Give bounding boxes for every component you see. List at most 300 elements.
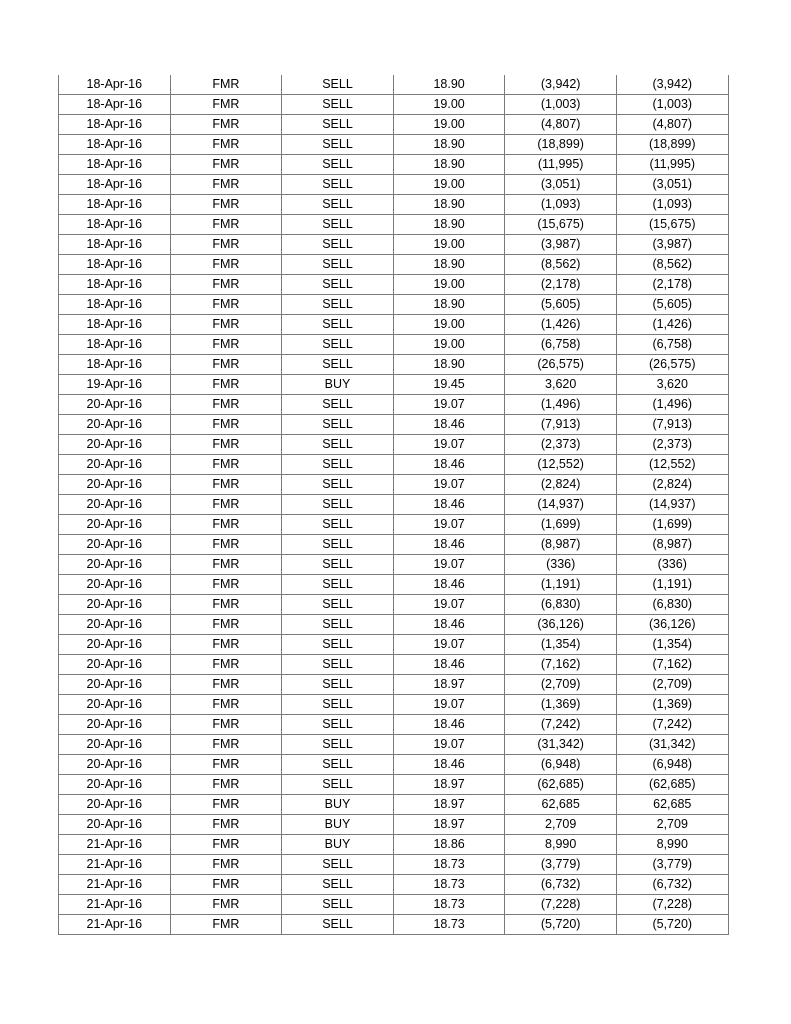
- party-cell: FMR: [170, 315, 282, 335]
- price-cell: 19.07: [393, 635, 505, 655]
- date-cell: 20-Apr-16: [59, 475, 171, 495]
- action-cell: SELL: [282, 655, 394, 675]
- price-cell: 18.97: [393, 775, 505, 795]
- quantity-cell: (7,162): [505, 655, 617, 675]
- action-cell: SELL: [282, 575, 394, 595]
- table-row: [59, 95, 729, 115]
- party-cell: FMR: [170, 275, 282, 295]
- price-cell: 18.46: [393, 495, 505, 515]
- balance-cell: (7,228): [616, 895, 728, 915]
- balance-cell: (26,575): [616, 355, 728, 375]
- party-cell: FMR: [170, 335, 282, 355]
- party-cell: FMR: [170, 855, 282, 875]
- party-cell: FMR: [170, 95, 282, 115]
- balance-cell: (4,807): [616, 115, 728, 135]
- action-cell: SELL: [282, 515, 394, 535]
- party-cell: FMR: [170, 475, 282, 495]
- quantity-cell: (1,496): [505, 395, 617, 415]
- quantity-cell: (2,373): [505, 435, 617, 455]
- quantity-cell: (7,228): [505, 895, 617, 915]
- action-cell: SELL: [282, 135, 394, 155]
- quantity-cell: (2,824): [505, 475, 617, 495]
- party-cell: FMR: [170, 755, 282, 775]
- date-cell: 20-Apr-16: [59, 555, 171, 575]
- date-cell: 18-Apr-16: [59, 115, 171, 135]
- price-cell: 18.46: [393, 755, 505, 775]
- price-cell: 19.45: [393, 375, 505, 395]
- price-cell: 18.90: [393, 215, 505, 235]
- balance-cell: (7,242): [616, 715, 728, 735]
- price-cell: 19.07: [393, 555, 505, 575]
- action-cell: SELL: [282, 615, 394, 635]
- table-row: [59, 555, 729, 575]
- table-row: [59, 775, 729, 795]
- date-cell: 20-Apr-16: [59, 395, 171, 415]
- party-cell: FMR: [170, 715, 282, 735]
- quantity-cell: (2,178): [505, 275, 617, 295]
- quantity-cell: (1,191): [505, 575, 617, 595]
- date-cell: 18-Apr-16: [59, 215, 171, 235]
- table-row: [59, 915, 729, 935]
- action-cell: SELL: [282, 775, 394, 795]
- quantity-cell: (1,354): [505, 635, 617, 655]
- balance-cell: (1,496): [616, 395, 728, 415]
- price-cell: 18.97: [393, 795, 505, 815]
- quantity-cell: (1,093): [505, 195, 617, 215]
- quantity-cell: (6,948): [505, 755, 617, 775]
- table-row: [59, 195, 729, 215]
- table-row: [59, 855, 729, 875]
- party-cell: FMR: [170, 215, 282, 235]
- date-cell: 20-Apr-16: [59, 755, 171, 775]
- price-cell: 18.46: [393, 455, 505, 475]
- date-cell: 18-Apr-16: [59, 155, 171, 175]
- price-cell: 18.46: [393, 655, 505, 675]
- balance-cell: (18,899): [616, 135, 728, 155]
- balance-cell: (1,093): [616, 195, 728, 215]
- party-cell: FMR: [170, 635, 282, 655]
- party-cell: FMR: [170, 835, 282, 855]
- balance-cell: (8,562): [616, 255, 728, 275]
- action-cell: SELL: [282, 355, 394, 375]
- balance-cell: (11,995): [616, 155, 728, 175]
- action-cell: SELL: [282, 155, 394, 175]
- balance-cell: (7,162): [616, 655, 728, 675]
- date-cell: 18-Apr-16: [59, 195, 171, 215]
- party-cell: FMR: [170, 915, 282, 935]
- action-cell: BUY: [282, 815, 394, 835]
- quantity-cell: (336): [505, 555, 617, 575]
- price-cell: 18.73: [393, 895, 505, 915]
- table-row: [59, 435, 729, 455]
- balance-cell: 62,685: [616, 795, 728, 815]
- balance-cell: (1,354): [616, 635, 728, 655]
- action-cell: SELL: [282, 335, 394, 355]
- price-cell: 19.00: [393, 175, 505, 195]
- quantity-cell: (15,675): [505, 215, 617, 235]
- party-cell: FMR: [170, 895, 282, 915]
- table-row: [59, 395, 729, 415]
- date-cell: 18-Apr-16: [59, 75, 171, 95]
- table-row: [59, 315, 729, 335]
- table-row: [59, 415, 729, 435]
- price-cell: 19.00: [393, 235, 505, 255]
- table-row: [59, 455, 729, 475]
- action-cell: SELL: [282, 175, 394, 195]
- price-cell: 19.00: [393, 115, 505, 135]
- quantity-cell: (4,807): [505, 115, 617, 135]
- action-cell: SELL: [282, 435, 394, 455]
- balance-cell: (2,824): [616, 475, 728, 495]
- action-cell: SELL: [282, 895, 394, 915]
- party-cell: FMR: [170, 775, 282, 795]
- table-row: [59, 715, 729, 735]
- balance-cell: (2,709): [616, 675, 728, 695]
- quantity-cell: (18,899): [505, 135, 617, 155]
- quantity-cell: (1,003): [505, 95, 617, 115]
- date-cell: 20-Apr-16: [59, 775, 171, 795]
- table-row: [59, 835, 729, 855]
- price-cell: 18.97: [393, 815, 505, 835]
- party-cell: FMR: [170, 495, 282, 515]
- action-cell: SELL: [282, 115, 394, 135]
- table-row: [59, 275, 729, 295]
- price-cell: 19.00: [393, 315, 505, 335]
- balance-cell: (1,699): [616, 515, 728, 535]
- table-row: [59, 755, 729, 775]
- date-cell: 20-Apr-16: [59, 635, 171, 655]
- date-cell: 19-Apr-16: [59, 375, 171, 395]
- table-row: [59, 895, 729, 915]
- balance-cell: (7,913): [616, 415, 728, 435]
- quantity-cell: (6,732): [505, 875, 617, 895]
- quantity-cell: (3,987): [505, 235, 617, 255]
- table-row: [59, 155, 729, 175]
- price-cell: 19.07: [393, 735, 505, 755]
- table-row: [59, 815, 729, 835]
- price-cell: 18.90: [393, 355, 505, 375]
- party-cell: FMR: [170, 355, 282, 375]
- party-cell: FMR: [170, 415, 282, 435]
- price-cell: 18.46: [393, 415, 505, 435]
- action-cell: SELL: [282, 755, 394, 775]
- action-cell: SELL: [282, 735, 394, 755]
- quantity-cell: (6,758): [505, 335, 617, 355]
- action-cell: SELL: [282, 875, 394, 895]
- table-row: [59, 255, 729, 275]
- table-row: [59, 495, 729, 515]
- price-cell: 18.90: [393, 135, 505, 155]
- price-cell: 19.07: [393, 435, 505, 455]
- date-cell: 18-Apr-16: [59, 335, 171, 355]
- balance-cell: (3,051): [616, 175, 728, 195]
- date-cell: 20-Apr-16: [59, 435, 171, 455]
- party-cell: FMR: [170, 515, 282, 535]
- date-cell: 20-Apr-16: [59, 715, 171, 735]
- table-row: [59, 115, 729, 135]
- action-cell: SELL: [282, 255, 394, 275]
- quantity-cell: (3,942): [505, 75, 617, 95]
- party-cell: FMR: [170, 155, 282, 175]
- table-row: [59, 215, 729, 235]
- action-cell: SELL: [282, 215, 394, 235]
- balance-cell: (5,720): [616, 915, 728, 935]
- date-cell: 20-Apr-16: [59, 495, 171, 515]
- action-cell: SELL: [282, 275, 394, 295]
- balance-cell: (1,003): [616, 95, 728, 115]
- price-cell: 18.73: [393, 855, 505, 875]
- action-cell: SELL: [282, 395, 394, 415]
- balance-cell: (62,685): [616, 775, 728, 795]
- price-cell: 18.46: [393, 535, 505, 555]
- balance-cell: (1,191): [616, 575, 728, 595]
- action-cell: SELL: [282, 635, 394, 655]
- quantity-cell: (31,342): [505, 735, 617, 755]
- table-row: [59, 515, 729, 535]
- price-cell: 19.00: [393, 335, 505, 355]
- table-row: [59, 475, 729, 495]
- price-cell: 18.90: [393, 75, 505, 95]
- action-cell: BUY: [282, 795, 394, 815]
- date-cell: 20-Apr-16: [59, 795, 171, 815]
- quantity-cell: (8,987): [505, 535, 617, 555]
- party-cell: FMR: [170, 655, 282, 675]
- party-cell: FMR: [170, 695, 282, 715]
- quantity-cell: 8,990: [505, 835, 617, 855]
- action-cell: SELL: [282, 495, 394, 515]
- party-cell: FMR: [170, 75, 282, 95]
- price-cell: 19.07: [393, 395, 505, 415]
- action-cell: SELL: [282, 855, 394, 875]
- balance-cell: (6,948): [616, 755, 728, 775]
- quantity-cell: (14,937): [505, 495, 617, 515]
- party-cell: FMR: [170, 535, 282, 555]
- table-row: [59, 595, 729, 615]
- table-row: [59, 875, 729, 895]
- date-cell: 18-Apr-16: [59, 255, 171, 275]
- price-cell: 18.46: [393, 615, 505, 635]
- price-cell: 18.73: [393, 915, 505, 935]
- action-cell: SELL: [282, 195, 394, 215]
- balance-cell: (3,987): [616, 235, 728, 255]
- quantity-cell: (1,699): [505, 515, 617, 535]
- price-cell: 18.97: [393, 675, 505, 695]
- party-cell: FMR: [170, 735, 282, 755]
- balance-cell: (2,178): [616, 275, 728, 295]
- action-cell: SELL: [282, 595, 394, 615]
- price-cell: 19.07: [393, 695, 505, 715]
- action-cell: SELL: [282, 695, 394, 715]
- action-cell: SELL: [282, 555, 394, 575]
- quantity-cell: (3,779): [505, 855, 617, 875]
- party-cell: FMR: [170, 135, 282, 155]
- date-cell: 18-Apr-16: [59, 315, 171, 335]
- balance-cell: (336): [616, 555, 728, 575]
- balance-cell: (12,552): [616, 455, 728, 475]
- action-cell: SELL: [282, 75, 394, 95]
- date-cell: 20-Apr-16: [59, 535, 171, 555]
- transactions-table-body: [59, 75, 729, 935]
- quantity-cell: (12,552): [505, 455, 617, 475]
- price-cell: 18.73: [393, 875, 505, 895]
- quantity-cell: (3,051): [505, 175, 617, 195]
- date-cell: 18-Apr-16: [59, 355, 171, 375]
- table-row: [59, 375, 729, 395]
- party-cell: FMR: [170, 815, 282, 835]
- table-row: [59, 615, 729, 635]
- quantity-cell: (11,995): [505, 155, 617, 175]
- quantity-cell: 3,620: [505, 375, 617, 395]
- balance-cell: (15,675): [616, 215, 728, 235]
- balance-cell: (8,987): [616, 535, 728, 555]
- balance-cell: (6,830): [616, 595, 728, 615]
- date-cell: 20-Apr-16: [59, 515, 171, 535]
- table-row: [59, 295, 729, 315]
- quantity-cell: (26,575): [505, 355, 617, 375]
- quantity-cell: (36,126): [505, 615, 617, 635]
- price-cell: 19.07: [393, 515, 505, 535]
- transactions-table: [58, 75, 729, 935]
- action-cell: SELL: [282, 95, 394, 115]
- action-cell: SELL: [282, 915, 394, 935]
- party-cell: FMR: [170, 875, 282, 895]
- date-cell: 18-Apr-16: [59, 295, 171, 315]
- party-cell: FMR: [170, 435, 282, 455]
- action-cell: BUY: [282, 835, 394, 855]
- balance-cell: (5,605): [616, 295, 728, 315]
- party-cell: FMR: [170, 195, 282, 215]
- action-cell: SELL: [282, 295, 394, 315]
- date-cell: 21-Apr-16: [59, 875, 171, 895]
- date-cell: 20-Apr-16: [59, 575, 171, 595]
- quantity-cell: (5,605): [505, 295, 617, 315]
- action-cell: SELL: [282, 675, 394, 695]
- price-cell: 19.07: [393, 475, 505, 495]
- party-cell: FMR: [170, 555, 282, 575]
- action-cell: SELL: [282, 475, 394, 495]
- balance-cell: 8,990: [616, 835, 728, 855]
- date-cell: 20-Apr-16: [59, 655, 171, 675]
- date-cell: 20-Apr-16: [59, 695, 171, 715]
- balance-cell: (14,937): [616, 495, 728, 515]
- action-cell: SELL: [282, 715, 394, 735]
- date-cell: 21-Apr-16: [59, 835, 171, 855]
- price-cell: 18.90: [393, 255, 505, 275]
- action-cell: SELL: [282, 415, 394, 435]
- table-row: [59, 735, 729, 755]
- date-cell: 18-Apr-16: [59, 95, 171, 115]
- party-cell: FMR: [170, 575, 282, 595]
- balance-cell: (6,758): [616, 335, 728, 355]
- date-cell: 21-Apr-16: [59, 915, 171, 935]
- table-row: [59, 695, 729, 715]
- date-cell: 18-Apr-16: [59, 275, 171, 295]
- date-cell: 18-Apr-16: [59, 135, 171, 155]
- balance-cell: 3,620: [616, 375, 728, 395]
- table-row: [59, 575, 729, 595]
- quantity-cell: (7,242): [505, 715, 617, 735]
- balance-cell: (36,126): [616, 615, 728, 635]
- table-row: [59, 795, 729, 815]
- balance-cell: (6,732): [616, 875, 728, 895]
- price-cell: 19.00: [393, 95, 505, 115]
- price-cell: 18.46: [393, 575, 505, 595]
- quantity-cell: (62,685): [505, 775, 617, 795]
- balance-cell: (3,942): [616, 75, 728, 95]
- party-cell: FMR: [170, 455, 282, 475]
- balance-cell: 2,709: [616, 815, 728, 835]
- date-cell: 18-Apr-16: [59, 175, 171, 195]
- party-cell: FMR: [170, 675, 282, 695]
- date-cell: 21-Apr-16: [59, 895, 171, 915]
- table-row: [59, 335, 729, 355]
- party-cell: FMR: [170, 115, 282, 135]
- party-cell: FMR: [170, 795, 282, 815]
- quantity-cell: 2,709: [505, 815, 617, 835]
- price-cell: 18.46: [393, 715, 505, 735]
- price-cell: 18.86: [393, 835, 505, 855]
- balance-cell: (1,426): [616, 315, 728, 335]
- party-cell: FMR: [170, 255, 282, 275]
- date-cell: 20-Apr-16: [59, 455, 171, 475]
- party-cell: FMR: [170, 295, 282, 315]
- date-cell: 18-Apr-16: [59, 235, 171, 255]
- price-cell: 18.90: [393, 195, 505, 215]
- date-cell: 20-Apr-16: [59, 415, 171, 435]
- action-cell: SELL: [282, 535, 394, 555]
- quantity-cell: (5,720): [505, 915, 617, 935]
- table-row: [59, 535, 729, 555]
- date-cell: 20-Apr-16: [59, 675, 171, 695]
- date-cell: 20-Apr-16: [59, 615, 171, 635]
- table-row: [59, 675, 729, 695]
- party-cell: FMR: [170, 235, 282, 255]
- price-cell: 18.90: [393, 155, 505, 175]
- table-row: [59, 655, 729, 675]
- party-cell: FMR: [170, 395, 282, 415]
- date-cell: 20-Apr-16: [59, 595, 171, 615]
- balance-cell: (1,369): [616, 695, 728, 715]
- party-cell: FMR: [170, 175, 282, 195]
- party-cell: FMR: [170, 375, 282, 395]
- balance-cell: (31,342): [616, 735, 728, 755]
- party-cell: FMR: [170, 615, 282, 635]
- action-cell: BUY: [282, 375, 394, 395]
- price-cell: 19.00: [393, 275, 505, 295]
- date-cell: 20-Apr-16: [59, 735, 171, 755]
- date-cell: 20-Apr-16: [59, 815, 171, 835]
- quantity-cell: (2,709): [505, 675, 617, 695]
- table-row: [59, 355, 729, 375]
- quantity-cell: (1,426): [505, 315, 617, 335]
- table-row: [59, 235, 729, 255]
- quantity-cell: (6,830): [505, 595, 617, 615]
- table-row: [59, 175, 729, 195]
- table-row: [59, 635, 729, 655]
- price-cell: 19.07: [393, 595, 505, 615]
- table-row: [59, 75, 729, 95]
- date-cell: 21-Apr-16: [59, 855, 171, 875]
- action-cell: SELL: [282, 455, 394, 475]
- table-row: [59, 135, 729, 155]
- price-cell: 18.90: [393, 295, 505, 315]
- balance-cell: (2,373): [616, 435, 728, 455]
- quantity-cell: (7,913): [505, 415, 617, 435]
- action-cell: SELL: [282, 315, 394, 335]
- quantity-cell: (1,369): [505, 695, 617, 715]
- quantity-cell: (8,562): [505, 255, 617, 275]
- action-cell: SELL: [282, 235, 394, 255]
